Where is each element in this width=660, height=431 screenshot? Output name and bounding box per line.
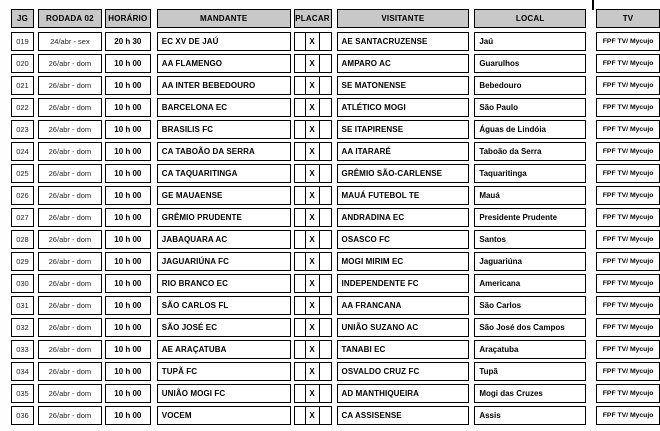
match-row [11, 318, 660, 337]
tv-cell: FPF TV/ Mycujo [596, 230, 660, 249]
home-team-cell: CA TABOÃO DA SERRA [157, 142, 291, 161]
table-header-row [11, 9, 660, 28]
date-cell: 26/abr - dom [38, 230, 102, 249]
game-number-cell: 025 [11, 164, 34, 183]
score-cell-group [294, 208, 332, 227]
match-row [11, 340, 660, 359]
game-number-cell: 031 [11, 296, 34, 315]
game-number-cell: 024 [11, 142, 34, 161]
venue-cell: Bebedouro [474, 76, 586, 95]
venue-cell: Presidente Prudente [474, 208, 586, 227]
date-cell: 24/abr - sex [38, 32, 102, 51]
score-cell-group [294, 186, 332, 205]
venue-cell: Águas de Lindóia [474, 120, 586, 139]
home-team-cell: BRASILIS FC [157, 120, 291, 139]
score-x-box: X [305, 274, 320, 293]
time-cell: 10 h 00 [105, 98, 151, 117]
date-cell: 26/abr - dom [38, 406, 102, 425]
score-cell-group [294, 98, 332, 117]
venue-cell: Mauá [474, 186, 586, 205]
match-row [11, 230, 660, 249]
home-team-cell: BARCELONA EC [157, 98, 291, 117]
venue-cell: Taquaritinga [474, 164, 586, 183]
tv-cell: FPF TV/ Mycujo [596, 362, 660, 381]
game-number-cell: 026 [11, 186, 34, 205]
away-team-cell: OSVALDO CRUZ FC [337, 362, 470, 381]
score-x-box: X [305, 164, 320, 183]
venue-cell: Americana [474, 274, 586, 293]
score-cell-group [294, 274, 332, 293]
tv-cell: FPF TV/ Mycujo [596, 318, 660, 337]
date-cell: 26/abr - dom [38, 318, 102, 337]
home-team-cell: VOCEM [157, 406, 291, 425]
header-local: LOCAL [474, 9, 586, 28]
score-cell-group [294, 54, 332, 73]
score-away-box [319, 406, 332, 425]
tv-cell: FPF TV/ Mycujo [596, 76, 660, 95]
time-cell: 10 h 00 [105, 230, 151, 249]
score-x-box: X [305, 98, 320, 117]
away-team-cell: AA FRANCANA [337, 296, 470, 315]
venue-cell: Jaguariúna [474, 252, 586, 271]
score-x-box: X [305, 142, 320, 161]
score-x-box: X [305, 252, 320, 271]
score-away-box [319, 318, 332, 337]
venue-cell: Guarulhos [474, 54, 586, 73]
date-cell: 26/abr - dom [38, 252, 102, 271]
score-x-box: X [305, 76, 320, 95]
score-cell-group [294, 120, 332, 139]
venue-cell: São Paulo [474, 98, 586, 117]
score-cell-group [294, 252, 332, 271]
home-team-cell: AA INTER BEBEDOURO [157, 76, 291, 95]
away-team-cell: AD MANTHIQUEIRA [337, 384, 470, 403]
home-team-cell: GE MAUAENSE [157, 186, 291, 205]
score-away-box [319, 274, 332, 293]
home-team-cell: AA FLAMENGO [157, 54, 291, 73]
tv-cell: FPF TV/ Mycujo [596, 406, 660, 425]
date-cell: 26/abr - dom [38, 76, 102, 95]
time-cell: 10 h 00 [105, 208, 151, 227]
tv-cell: FPF TV/ Mycujo [596, 142, 660, 161]
score-x-box: X [305, 230, 320, 249]
match-row [11, 406, 660, 425]
score-away-box [319, 120, 332, 139]
tv-cell: FPF TV/ Mycujo [596, 186, 660, 205]
game-number-cell: 019 [11, 32, 34, 51]
date-cell: 26/abr - dom [38, 142, 102, 161]
time-cell: 10 h 00 [105, 54, 151, 73]
tv-cell: FPF TV/ Mycujo [596, 164, 660, 183]
date-cell: 26/abr - dom [38, 120, 102, 139]
date-cell: 26/abr - dom [38, 274, 102, 293]
time-cell: 10 h 00 [105, 296, 151, 315]
away-team-cell: AA ITARARÉ [337, 142, 470, 161]
away-team-cell: INDEPENDENTE FC [337, 274, 470, 293]
score-away-box [319, 142, 332, 161]
date-cell: 26/abr - dom [38, 362, 102, 381]
game-number-cell: 035 [11, 384, 34, 403]
score-x-box: X [305, 384, 320, 403]
tv-cell: FPF TV/ Mycujo [596, 252, 660, 271]
away-team-cell: MOGI MIRIM EC [337, 252, 470, 271]
time-cell: 10 h 00 [105, 186, 151, 205]
header-placar: PLACAR [294, 9, 332, 28]
home-team-cell: UNIÃO MOGI FC [157, 384, 291, 403]
game-number-cell: 029 [11, 252, 34, 271]
table-border-artifact [592, 0, 594, 10]
tv-cell: FPF TV/ Mycujo [596, 296, 660, 315]
score-away-box [319, 32, 332, 51]
home-team-cell: SÃO JOSÉ EC [157, 318, 291, 337]
time-cell: 10 h 00 [105, 384, 151, 403]
venue-cell: Santos [474, 230, 586, 249]
match-row [11, 76, 660, 95]
home-team-cell: TUPÃ FC [157, 362, 291, 381]
home-team-cell: RIO BRANCO EC [157, 274, 291, 293]
score-away-box [319, 98, 332, 117]
time-cell: 20 h 30 [105, 32, 151, 51]
score-away-box [319, 208, 332, 227]
match-row [11, 362, 660, 381]
score-x-box: X [305, 406, 320, 425]
tv-cell: FPF TV/ Mycujo [596, 120, 660, 139]
score-x-box: X [305, 120, 320, 139]
score-x-box: X [305, 32, 320, 51]
away-team-cell: TANABI EC [337, 340, 470, 359]
away-team-cell: MAUÁ FUTEBOL TE [337, 186, 470, 205]
score-away-box [319, 186, 332, 205]
score-x-box: X [305, 318, 320, 337]
time-cell: 10 h 00 [105, 340, 151, 359]
header-mandante: MANDANTE [157, 9, 291, 28]
score-away-box [319, 296, 332, 315]
score-cell-group [294, 406, 332, 425]
score-cell-group [294, 318, 332, 337]
score-x-box: X [305, 54, 320, 73]
away-team-cell: SE ITAPIRENSE [337, 120, 470, 139]
score-away-box [319, 76, 332, 95]
match-row [11, 296, 660, 315]
home-team-cell: JAGUARIÚNA FC [157, 252, 291, 271]
game-number-cell: 022 [11, 98, 34, 117]
score-cell-group [294, 340, 332, 359]
tv-cell: FPF TV/ Mycujo [596, 274, 660, 293]
time-cell: 10 h 00 [105, 274, 151, 293]
date-cell: 26/abr - dom [38, 384, 102, 403]
away-team-cell: ANDRADINA EC [337, 208, 470, 227]
score-away-box [319, 384, 332, 403]
header-jg: JG [11, 9, 34, 28]
home-team-cell: GRÊMIO PRUDENTE [157, 208, 291, 227]
away-team-cell: AE SANTACRUZENSE [337, 32, 470, 51]
time-cell: 10 h 00 [105, 142, 151, 161]
match-row [11, 98, 660, 117]
venue-cell: Araçatuba [474, 340, 586, 359]
score-x-box: X [305, 362, 320, 381]
game-number-cell: 020 [11, 54, 34, 73]
date-cell: 26/abr - dom [38, 208, 102, 227]
score-away-box [319, 164, 332, 183]
away-team-cell: AMPARO AC [337, 54, 470, 73]
score-cell-group [294, 164, 332, 183]
tv-cell: FPF TV/ Mycujo [596, 384, 660, 403]
home-team-cell: CA TAQUARITINGA [157, 164, 291, 183]
game-number-cell: 032 [11, 318, 34, 337]
venue-cell: Assis [474, 406, 586, 425]
header-tv: TV [596, 9, 660, 28]
away-team-cell: CA ASSISENSE [337, 406, 470, 425]
match-row [11, 274, 660, 293]
score-away-box [319, 252, 332, 271]
game-number-cell: 023 [11, 120, 34, 139]
game-number-cell: 036 [11, 406, 34, 425]
venue-cell: São Carlos [474, 296, 586, 315]
header-rodada: RODADA 02 [38, 9, 102, 28]
time-cell: 10 h 00 [105, 120, 151, 139]
away-team-cell: GRÊMIO SÃO-CARLENSE [337, 164, 470, 183]
match-row [11, 32, 660, 51]
tv-cell: FPF TV/ Mycujo [596, 98, 660, 117]
away-team-cell: SE MATONENSE [337, 76, 470, 95]
time-cell: 10 h 00 [105, 164, 151, 183]
tv-cell: FPF TV/ Mycujo [596, 208, 660, 227]
match-row [11, 384, 660, 403]
score-cell-group [294, 384, 332, 403]
tv-cell: FPF TV/ Mycujo [596, 340, 660, 359]
time-cell: 10 h 00 [105, 362, 151, 381]
venue-cell: Taboão da Serra [474, 142, 586, 161]
score-cell-group [294, 142, 332, 161]
header-visitante: VISITANTE [337, 9, 470, 28]
game-number-cell: 030 [11, 274, 34, 293]
home-team-cell: EC XV DE JAÚ [157, 32, 291, 51]
venue-cell: São José dos Campos [474, 318, 586, 337]
match-row [11, 252, 660, 271]
score-away-box [319, 340, 332, 359]
score-x-box: X [305, 186, 320, 205]
time-cell: 10 h 00 [105, 76, 151, 95]
score-cell-group [294, 362, 332, 381]
score-cell-group [294, 296, 332, 315]
date-cell: 26/abr - dom [38, 186, 102, 205]
away-team-cell: UNIÃO SUZANO AC [337, 318, 470, 337]
game-number-cell: 021 [11, 76, 34, 95]
away-team-cell: OSASCO FC [337, 230, 470, 249]
match-row [11, 164, 660, 183]
date-cell: 26/abr - dom [38, 98, 102, 117]
game-number-cell: 028 [11, 230, 34, 249]
score-away-box [319, 362, 332, 381]
game-number-cell: 027 [11, 208, 34, 227]
date-cell: 26/abr - dom [38, 164, 102, 183]
home-team-cell: AE ARAÇATUBA [157, 340, 291, 359]
score-away-box [319, 230, 332, 249]
score-x-box: X [305, 208, 320, 227]
rows [11, 32, 660, 425]
header-horario: HORÁRIO [105, 9, 151, 28]
venue-cell: Jaú [474, 32, 586, 51]
match-row [11, 142, 660, 161]
tv-cell: FPF TV/ Mycujo [596, 54, 660, 73]
tv-cell: FPF TV/ Mycujo [596, 32, 660, 51]
score-away-box [319, 54, 332, 73]
score-cell-group [294, 230, 332, 249]
home-team-cell: JABAQUARA AC [157, 230, 291, 249]
match-row [11, 120, 660, 139]
venue-cell: Mogi das Cruzes [474, 384, 586, 403]
date-cell: 26/abr - dom [38, 296, 102, 315]
match-row [11, 54, 660, 73]
time-cell: 10 h 00 [105, 406, 151, 425]
game-number-cell: 034 [11, 362, 34, 381]
score-x-box: X [305, 296, 320, 315]
time-cell: 10 h 00 [105, 318, 151, 337]
game-number-cell: 033 [11, 340, 34, 359]
home-team-cell: SÃO CARLOS FL [157, 296, 291, 315]
venue-cell: Tupã [474, 362, 586, 381]
match-row [11, 186, 660, 205]
score-cell-group [294, 32, 332, 51]
away-team-cell: ATLÉTICO MOGI [337, 98, 470, 117]
date-cell: 26/abr - dom [38, 340, 102, 359]
score-x-box: X [305, 340, 320, 359]
match-row [11, 208, 660, 227]
time-cell: 10 h 00 [105, 252, 151, 271]
date-cell: 26/abr - dom [38, 54, 102, 73]
score-cell-group [294, 76, 332, 95]
